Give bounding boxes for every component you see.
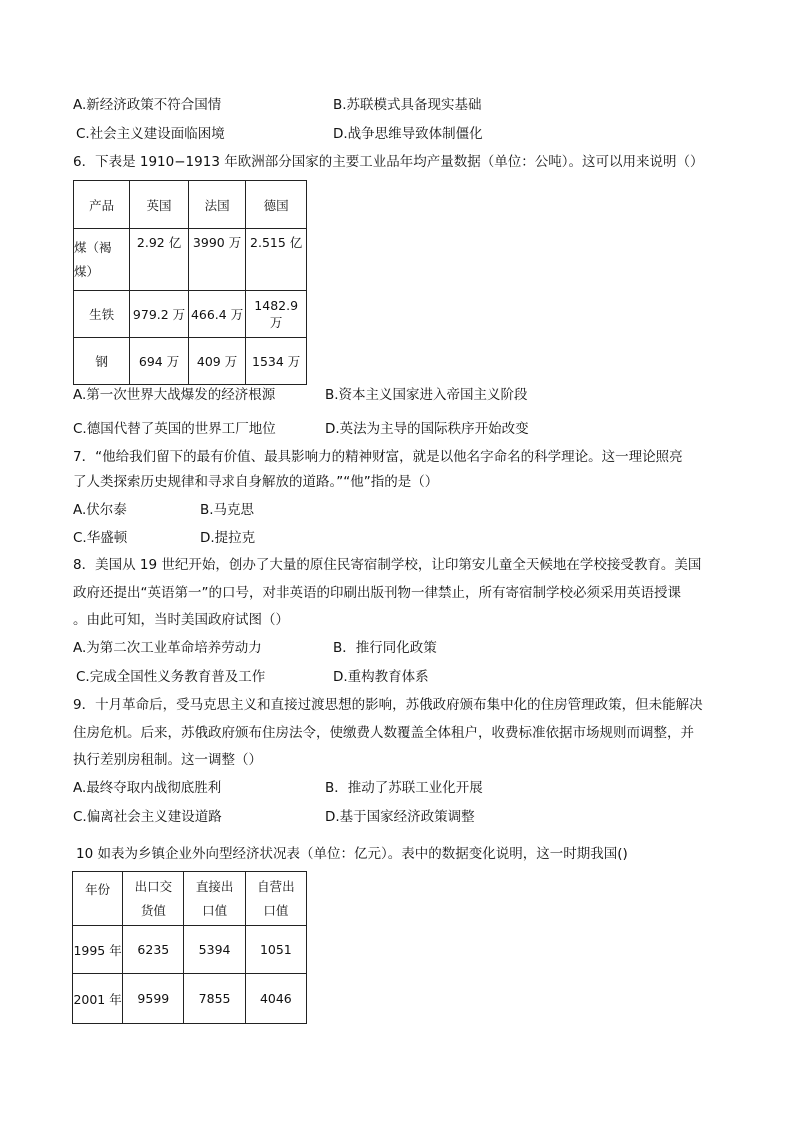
q9-stem-line-1: 9．十月革命后，受马克思主义和直接过渡思想的影响，苏俄政府颁布集中化的住房管理政策，但未能解决 — [73, 697, 703, 713]
table-cell: 1995 年 — [73, 926, 123, 974]
table-cell: 煤（褐煤） — [74, 229, 130, 291]
q9-option-b: B．推动了苏联工业化开展 — [325, 780, 483, 796]
table-header-cell: 产品 — [74, 181, 130, 229]
table-row — [73, 926, 307, 974]
q8-option-c: C.完成全国性义务教育普及工作 — [76, 669, 266, 685]
q6-stem: 6．下表是 1910−1913 年欧洲部分国家的主要工业品年均产量数据（单位：公吨）。这可以用来说明（） — [73, 154, 704, 170]
q9-stem-line-2: 住房危机。后来，苏俄政府颁布住房法令，使缴费人数覆盖全体租户，收费标准依据市场规则而调整，并 — [73, 725, 694, 741]
table-cell: 钢 — [74, 338, 130, 385]
table-row — [74, 291, 307, 338]
q9-option-d: D.基于国家经济政策调整 — [325, 809, 475, 825]
table-cell: 1482.9 万 — [246, 291, 307, 338]
table-header-cell: 直接出口值 — [184, 872, 245, 926]
table-header-cell: 出口交货值 — [123, 872, 184, 926]
table-cell: 9599 — [123, 974, 184, 1024]
q7-option-a: A.伏尔泰 — [73, 502, 127, 518]
q8-option-b: B．推行同化政策 — [333, 640, 437, 656]
q7-option-c: C.华盛顿 — [73, 530, 128, 546]
table-cell: 409 万 — [188, 338, 246, 385]
q6-option-c: C.德国代替了英国的世界工厂地位 — [73, 421, 276, 437]
q6-option-d: D.英法为主导的国际秩序开始改变 — [325, 421, 529, 437]
table-cell: 6235 — [123, 926, 184, 974]
q9-option-a: A.最终夺取内战彻底胜利 — [73, 780, 222, 796]
table-cell: 694 万 — [130, 338, 189, 385]
table-cell: 1051 — [245, 926, 306, 974]
q8-option-d: D.重构教育体系 — [333, 669, 429, 685]
table-header-cell: 法国 — [188, 181, 246, 229]
table-cell: 5394 — [184, 926, 245, 974]
table-cell: 466.4 万 — [188, 291, 246, 338]
q8-stem-line-1: 8．美国从 19 世纪开始，创办了大量的原住民寄宿制学校，让印第安儿童全天候地在学校接受教育。美国 — [73, 557, 702, 573]
q8-option-a: A.为第二次工业革命培养劳动力 — [73, 640, 262, 656]
table-header-row — [73, 872, 307, 926]
table-header-cell: 年份 — [73, 872, 123, 926]
table-row — [74, 338, 307, 385]
q7-option-b: B.马克思 — [200, 502, 255, 518]
table-row — [73, 974, 307, 1024]
q5-option-d: D.战争思维导致体制僵化 — [333, 126, 483, 142]
q8-stem-line-2: 政府还提出“英语第一”的口号，对非英语的印刷出版刊物一律禁止，所有寄宿制学校必须采用英语授课 — [73, 585, 681, 601]
q7-option-d: D.提拉克 — [200, 530, 256, 546]
q6-option-b: B.资本主义国家进入帝国主义阶段 — [325, 387, 528, 403]
table-header-cell: 德国 — [246, 181, 307, 229]
table-row — [74, 229, 307, 291]
table-cell: 2.515 亿 — [246, 229, 307, 291]
table-cell: 2001 年 — [73, 974, 123, 1024]
table-cell: 生铁 — [74, 291, 130, 338]
table-cell: 1534 万 — [246, 338, 307, 385]
q10-export-table — [72, 871, 307, 1024]
table-cell: 4046 — [245, 974, 306, 1024]
q6-option-a: A.第一次世界大战爆发的经济根源 — [73, 387, 276, 403]
table-header-cell: 英国 — [130, 181, 189, 229]
q5-option-c: C.社会主义建设面临困境 — [76, 126, 225, 142]
table-header-row — [74, 181, 307, 229]
q8-stem-line-3: 。由此可知，当时美国政府试图（） — [73, 612, 289, 628]
q5-option-b: B.苏联模式具备现实基础 — [333, 97, 482, 113]
q9-stem-line-3: 执行差别房租制。这一调整（） — [73, 752, 262, 768]
table-cell: 979.2 万 — [130, 291, 189, 338]
table-cell: 7855 — [184, 974, 245, 1024]
q10-stem: 10 如表为乡镇企业外向型经济状况表（单位：亿元）。表中的数据变化说明，这一时期我国() — [76, 846, 628, 862]
q7-stem-line-1: 7．“他给我们留下的最有价值、最具影响力的精神财富，就是以他名字命名的科学理论。这一理论照亮 — [73, 449, 683, 465]
q6-production-table — [73, 180, 307, 385]
q7-stem-line-2: 了人类探索历史规律和寻求自身解放的道路。”“他”指的是（） — [73, 474, 439, 490]
q5-option-a: A.新经济政策不符合国情 — [73, 97, 222, 113]
table-cell: 3990 万 — [188, 229, 246, 291]
table-header-cell: 自营出口值 — [245, 872, 306, 926]
q9-option-c: C.偏离社会主义建设道路 — [73, 809, 222, 825]
table-cell: 2.92 亿 — [130, 229, 189, 291]
